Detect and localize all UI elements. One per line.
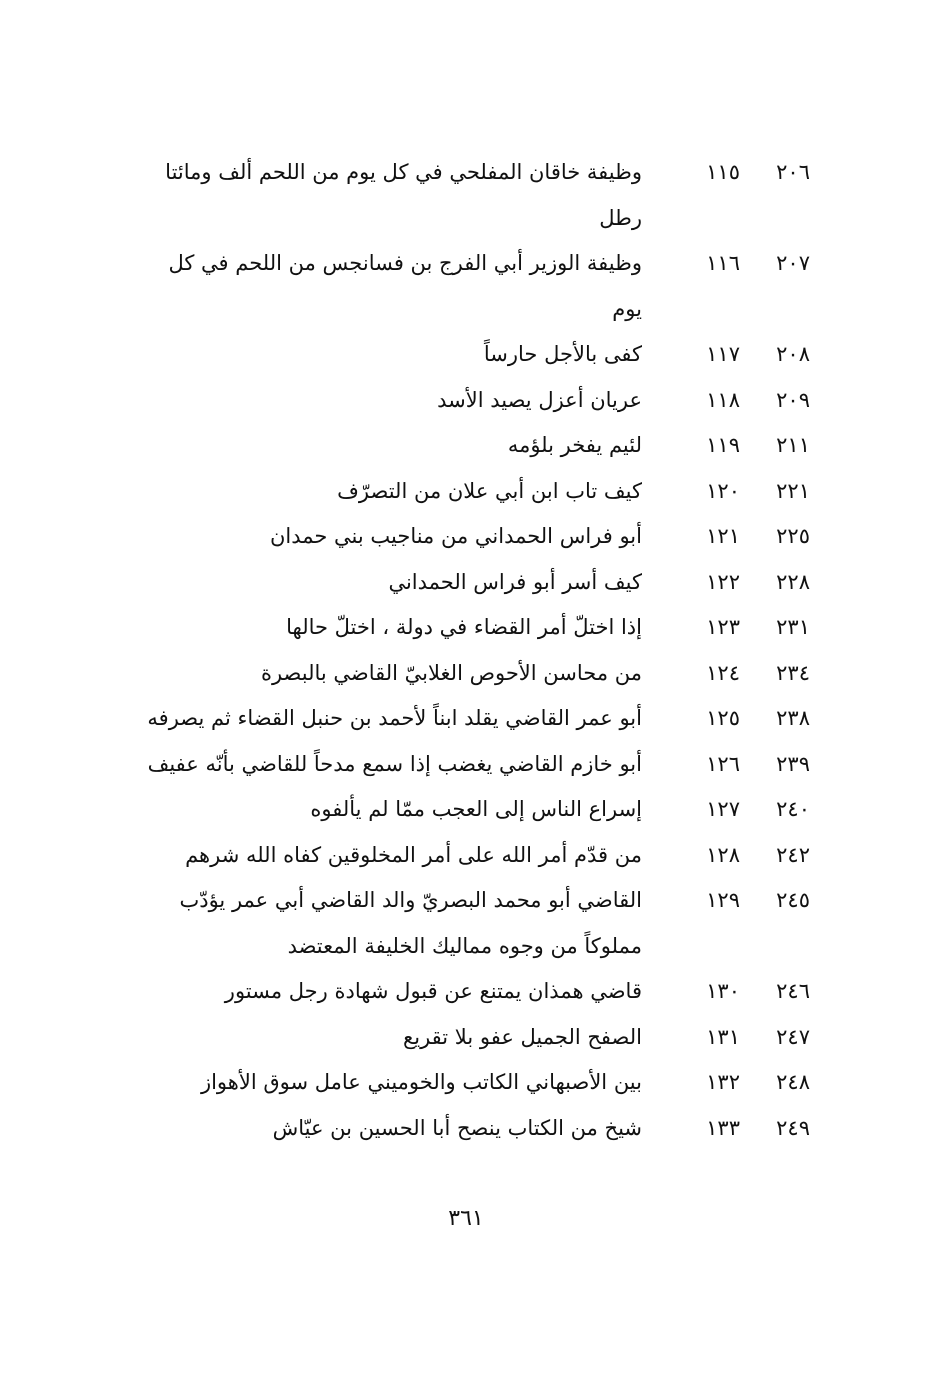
entry-page: ٢٠٦	[776, 160, 810, 184]
entry-number: ١١٨	[706, 387, 740, 412]
entry-page: ٢٢٥	[776, 524, 810, 548]
toc-entry	[140, 378, 820, 424]
toc-entry	[140, 696, 820, 742]
entry-title: من محاسن الأحوص الغلابيّ القاضي بالبصرة	[260, 660, 642, 685]
entry-page: ٢٠٩	[776, 387, 810, 412]
entry-page: ٢٠٧	[776, 251, 810, 275]
entry-number: ١١٩	[706, 433, 740, 457]
toc-entry	[140, 469, 820, 515]
toc-entry	[140, 514, 820, 560]
entry-number: ١٢٧	[706, 797, 740, 821]
entry-number: ١٣٢	[706, 1070, 740, 1094]
entry-page: ٢٢١	[776, 478, 810, 503]
toc-entry	[140, 969, 820, 1015]
entry-title: أبو خازم القاضي يغضب إذا سمع مدحاً للقاضي بأنّه عفيف	[147, 751, 642, 776]
toc-entry	[140, 1106, 820, 1152]
entry-title: إسراع الناس إلى العجب ممّا لم يألفوه	[310, 797, 642, 821]
entry-number: ١٢٠	[706, 478, 740, 503]
entry-page: ٢٣٩	[776, 751, 810, 776]
entry-title: من قدّم أمر الله على أمر المخلوقين كفاه الله شرهم	[185, 842, 642, 867]
entry-title: أبو عمر القاضي يقلد ابناً لأحمد بن حنبل القضاء ثم يصرفه	[147, 706, 642, 730]
toc-entry	[140, 878, 820, 969]
entry-page: ٢٤٥	[776, 888, 810, 912]
entry-page: ٢٤٩	[776, 1115, 810, 1140]
entry-number: ١٢٩	[706, 888, 740, 912]
toc-entry	[140, 787, 820, 833]
entry-number: ١٢١	[706, 524, 740, 548]
toc-entry	[140, 1060, 820, 1106]
table-of-contents	[140, 150, 820, 1151]
entry-title: بين الأصبهاني الكاتب والخوميني عامل سوق الأهواز	[200, 1070, 642, 1094]
entry-title: الصفح الجميل عفو بلا تقريع	[403, 1024, 642, 1049]
entry-title: كيف أسر أبو فراس الحمداني	[388, 569, 642, 594]
entry-title: القاضي أبو محمد البصريّ والد القاضي أبي عمر يؤدّب مملوكاً من وجوه مماليك الخليفة المعتضد	[179, 888, 642, 958]
toc-entry	[140, 332, 820, 378]
entry-page: ٢٣٨	[776, 706, 810, 730]
toc-entry	[140, 241, 820, 332]
page-number: ٣٦١	[448, 1206, 484, 1231]
entry-title: عريان أعزل يصيد الأسد	[437, 387, 642, 412]
entry-title: إذا اختلّ أمر القضاء في دولة ، اختلّ حالها	[286, 615, 642, 639]
entry-number: ١١٧	[706, 342, 740, 366]
toc-entry	[140, 833, 820, 879]
entry-number: ١٢٣	[706, 615, 740, 639]
entry-number: ١٣٣	[706, 1115, 740, 1140]
entry-page: ٢٣١	[776, 615, 810, 639]
entry-page: ٢٤٧	[776, 1024, 810, 1049]
toc-entry	[140, 651, 820, 697]
entry-number: ١١٥	[706, 160, 740, 184]
entry-page: ٢٠٨	[776, 342, 810, 366]
toc-entry	[140, 560, 820, 606]
toc-entry	[140, 605, 820, 651]
entry-number: ١٢٢	[706, 569, 740, 594]
entry-page: ٢٤٠	[776, 797, 810, 821]
entry-number: ١١٦	[706, 251, 740, 275]
entry-title: وظيفة الوزير أبي الفرج بن فسانجس من اللحم في كل يوم	[168, 251, 642, 321]
toc-entry	[140, 742, 820, 788]
entry-page: ٢٤٨	[776, 1070, 810, 1094]
toc-entry	[140, 1015, 820, 1061]
entry-page: ٢٣٤	[776, 660, 810, 685]
entry-page: ٢٤٢	[776, 842, 810, 867]
entry-title: كفى بالأجل حارساً	[483, 342, 642, 366]
entry-number: ١٣١	[706, 1024, 740, 1049]
entry-page: ٢٤٦	[776, 979, 810, 1003]
entry-title: كيف تاب ابن أبي علان من التصرّف	[337, 478, 642, 503]
entry-page: ٢٢٨	[776, 569, 810, 594]
entry-number: ١٢٨	[706, 842, 740, 867]
entry-title: قاضي همذان يمتنع عن قبول شهادة رجل مستور	[224, 979, 642, 1003]
entry-title: شيخ من الكتاب ينصح أبا الحسين بن عيّاش	[272, 1115, 642, 1140]
entry-title: وظيفة خاقان المفلحي في كل يوم من اللحم ألف ومائتا رطل	[165, 160, 642, 230]
entry-number: ١٣٠	[706, 979, 740, 1003]
entry-number: ١٢٦	[706, 751, 740, 776]
entry-title: أبو فراس الحمداني من مناجيب بني حمدان	[269, 524, 642, 548]
entry-number: ١٢٥	[706, 706, 740, 730]
entry-title: لئيم يفخر بلؤمه	[507, 433, 642, 457]
toc-entry	[140, 423, 820, 469]
entry-page: ٢١١	[776, 433, 810, 457]
entry-number: ١٢٤	[706, 660, 740, 685]
toc-entry	[140, 150, 820, 241]
